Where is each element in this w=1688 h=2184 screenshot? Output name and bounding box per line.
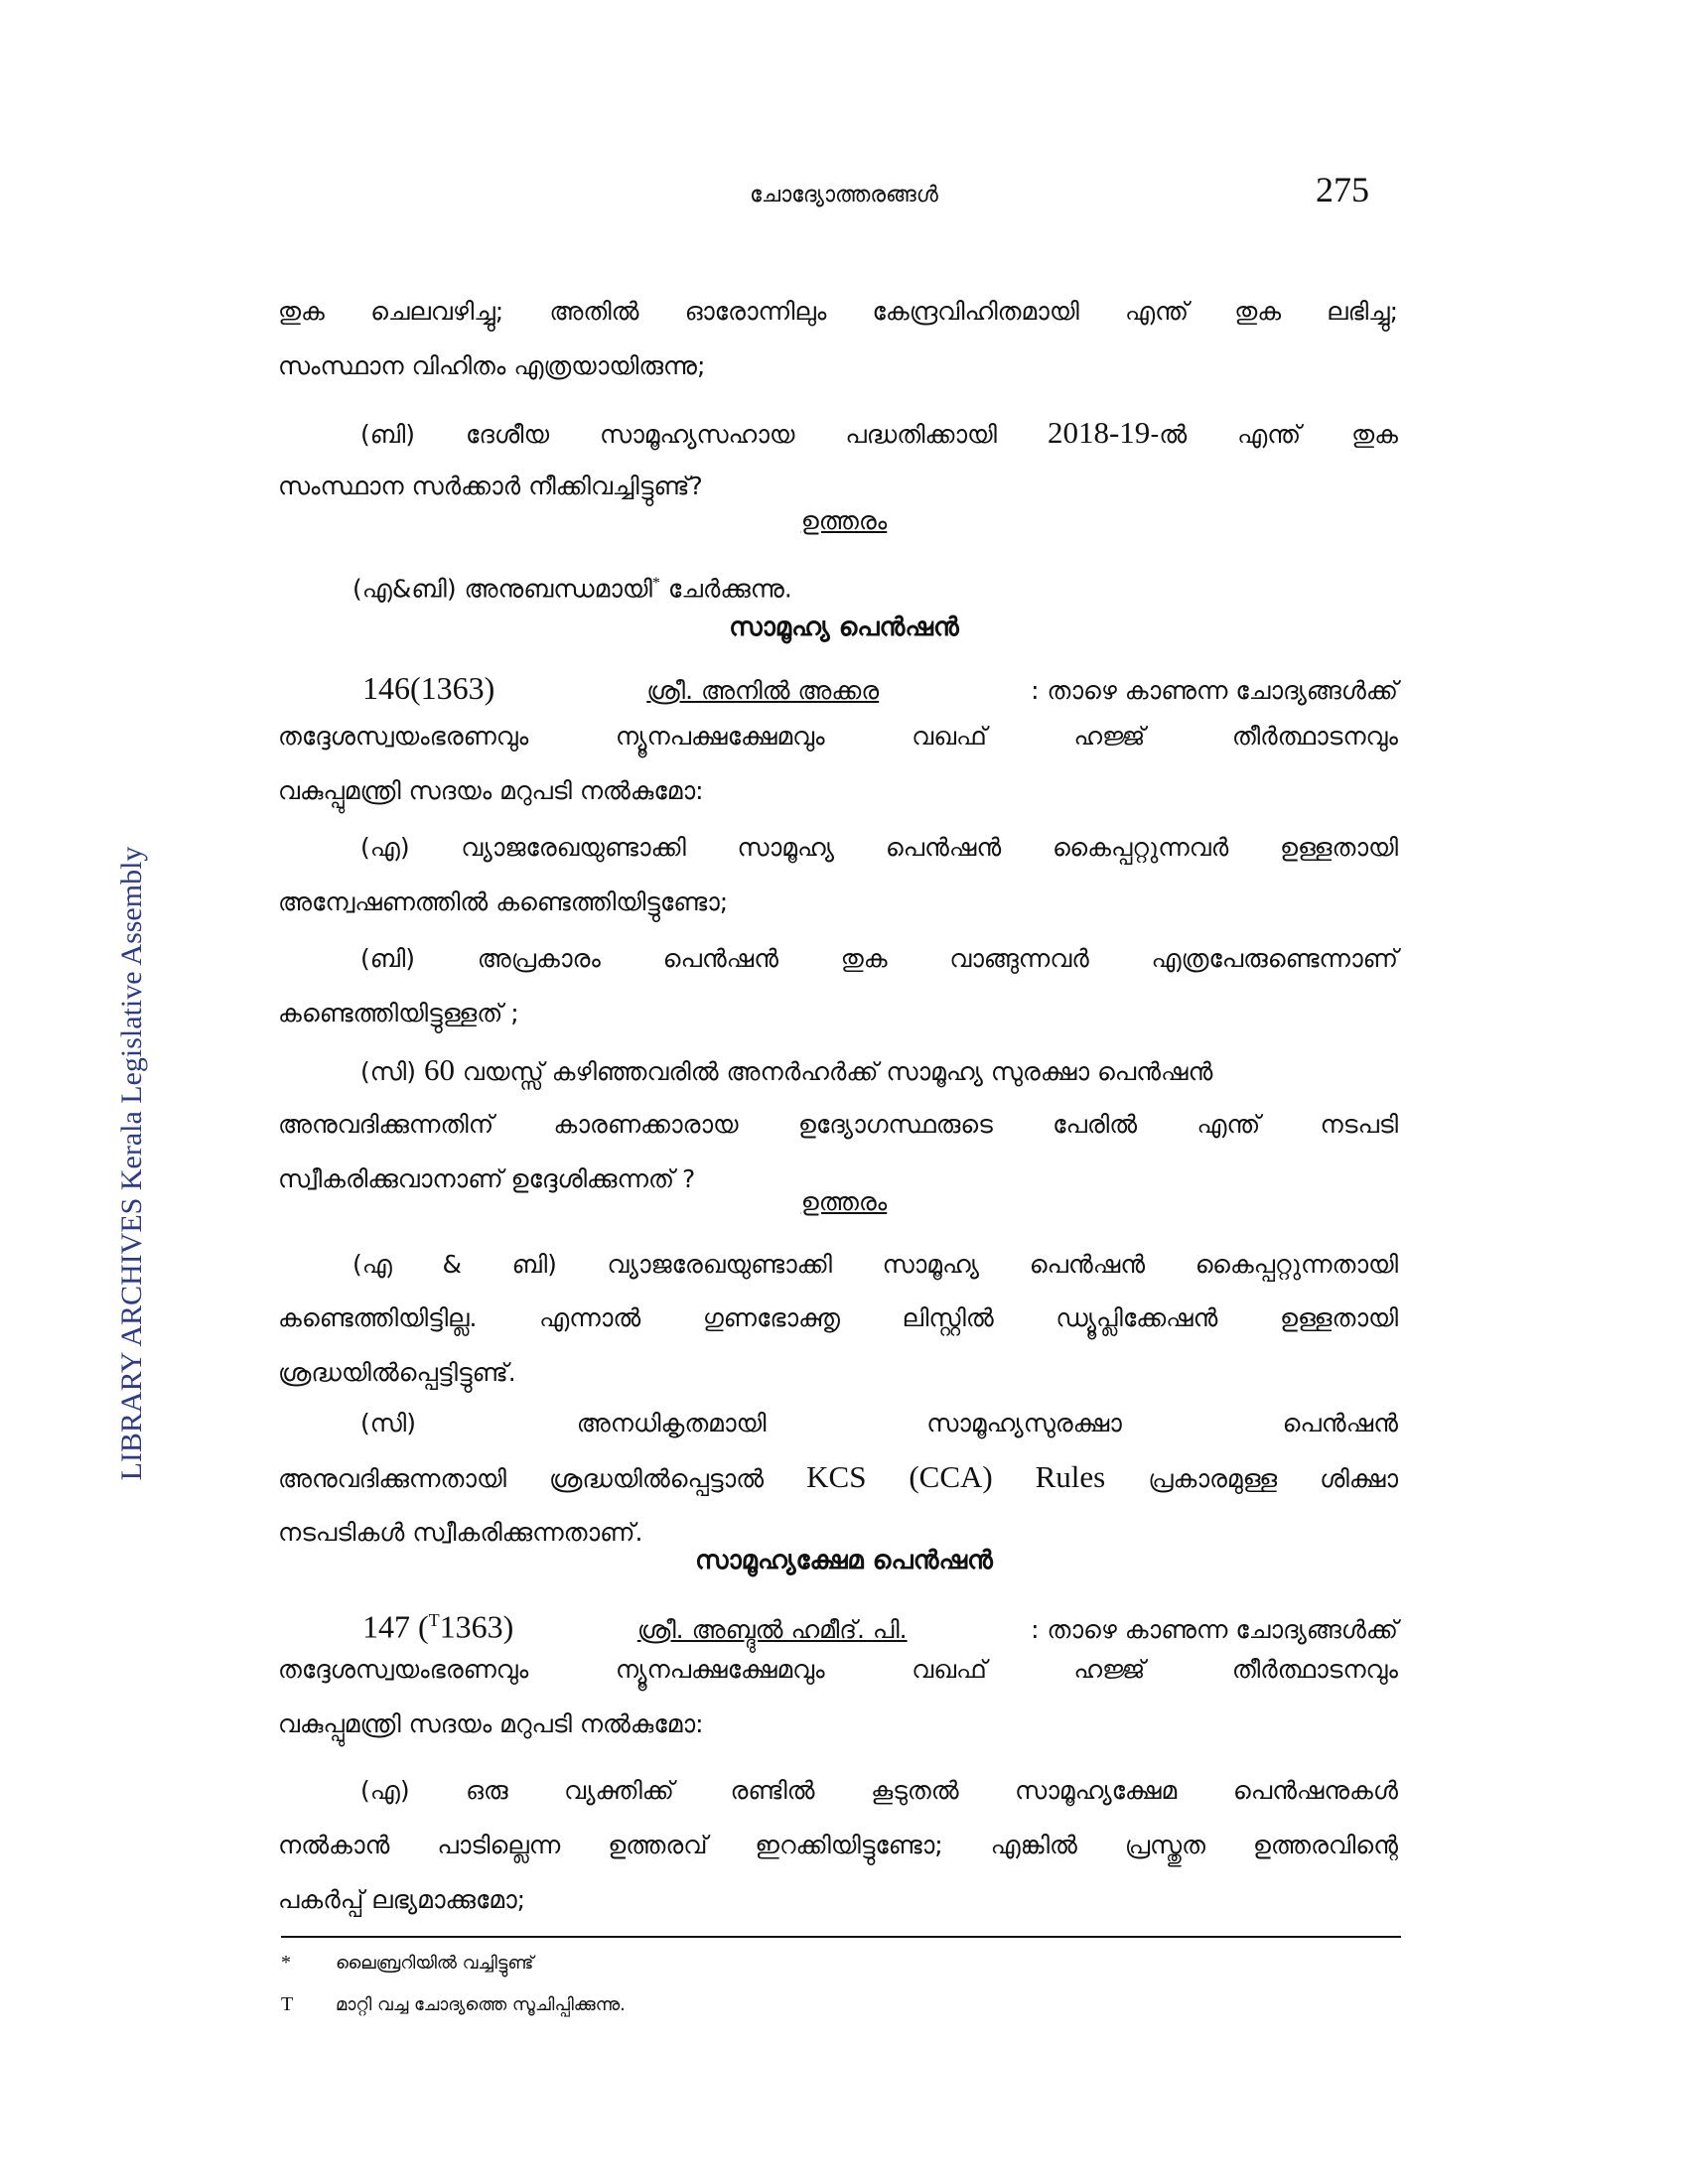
q146-c-label: (സി) [360,1057,416,1086]
answer-2-ab-line-3: ശ്രദ്ധയിൽപ്പെട്ടിട്ടുണ്ട്. [278,1358,516,1387]
q146-c-line-1 [278,1042,1398,1100]
answer-2-c-word-2: അനധികൃതമായി [576,1409,767,1437]
answer-2-c-label: (സി) [360,1409,416,1437]
footnote-rule [281,1936,1401,1938]
q147-a-line-1: (എ) ഒരു വ്യക്തിക്ക് രണ്ടിൽ കൂടുതൽ സാമൂഹ്യക്ഷേമ പെൻഷനുകൾ [360,1776,1398,1805]
page-number: 275 [1316,170,1369,209]
section-heading-social-pension: സാമൂഹ്യ പെൻഷൻ [729,613,959,642]
footnote-2 [281,1993,1401,2016]
q146-intro-rest: : താഴെ കാണുന്ന ചോദ്യങ്ങൾക്ക് [1031,676,1398,705]
q146-c-line-3: സ്വീകരിക്കുവാനാണ് ഉദ്ദേശിക്കുന്നത് ? [278,1164,696,1193]
q147-minister-line-1: തദ്ദേശസ്വയംഭരണവും ന്യൂനപക്ഷക്ഷേമവും വഖഫ് ഹജ്ജ് തീർത്ഥാടനവും [278,1655,1398,1684]
continuation-line-2: സംസ്ഥാന വിഹിതം എത്രയായിരുന്നു; [278,351,706,380]
answer-2-c-rules: KCS (CCA) Rules [806,1459,1106,1494]
q145-b-line-2: സംസ്ഥാന സർക്കാർ നീക്കിവച്ചിട്ടുണ്ട്? [278,472,703,500]
footnote-1 [281,1952,1401,1975]
question-number: 146(1363) [362,670,495,706]
member-name: ശ്രീ. അനിൽ അക്കര [646,676,880,705]
q146-a-line-2: അന്വേഷണത്തിൽ കണ്ടെത്തിയിട്ടുണ്ടോ; [278,887,729,916]
q146-c-line-2: അനുവദിക്കുന്നതിന് കാരണക്കാരായ ഉദ്യോഗസ്ഥരുടെ പേരിൽ എന്ത് നടപടി [278,1110,1398,1139]
q145-b-year: 2018-19 [1047,415,1151,450]
answer-heading: ഉത്തരം [800,506,888,535]
archive-watermark: LIBRARY ARCHIVES Kerala Legislative Assembly [115,846,148,1481]
answer-2-ab-line-1: (എ & ബി) വ്യാജരേഖയുണ്ടാക്കി സാമൂഹ്യ പെൻഷൻ കൈപ്പറ്റുന്നതായി [352,1250,1398,1279]
footnote-1-mark: * [281,1952,291,1974]
answer-heading-2: ഉത്തരം [800,1187,888,1216]
answer-2-ab-line-2: കണ്ടെത്തിയിട്ടില്ല. എന്നാൽ ഗുണഭോക്തൃ ലിസ്റ്റിൽ ഡ്യൂപ്ലിക്കേഷൻ ഉള്ളതായി [278,1303,1398,1332]
q145-b-text-end: -ൽ എന്ത് തുക [1150,420,1399,449]
continuation-line-1: തുക ചെലവഴിച്ചു; അതിൽ ഓരോന്നിലും കേന്ദ്രവിഹിതമായി എന്ത് തുക ലഭിച്ചു; [278,297,1398,326]
q147-a-line-2: നൽകാൻ പാടില്ലെന്ന ഉത്തരവ് ഇറക്കിയിട്ടുണ്ടോ; എങ്കിൽ പ്രസ്തുത ഉത്തരവിന്റെ [278,1831,1398,1859]
q146-c-text: വയസ്സ് കഴിഞ്ഞവരിൽ അനർഹർക്ക് സാമൂഹ്യ സുരക്ഷാ പെൻഷൻ [454,1057,1213,1086]
footnote-star-ref: * [651,575,660,592]
answer-2-c-word-4: പെൻഷൻ [1282,1409,1398,1437]
answer-2-c-word-3: സാമൂഹ്യസുരക്ഷാ [926,1409,1122,1437]
answer-1-text [278,556,1398,616]
answer-2-c-line-2 [278,1449,1398,1507]
footnote-1-text: ലൈബ്രറിയിൽ വച്ചിട്ടുണ്ട് [336,1953,534,1974]
q147-number-rest: 1363) [439,1608,514,1645]
q147-intro-rest: : താഴെ കാണുന്ന ചോദ്യങ്ങൾക്ക് [1031,1614,1398,1644]
section-heading-welfare-pension: സാമൂഹ്യക്ഷേമ പെൻഷൻ [695,1546,993,1575]
q147-number: 147 ( [362,1608,429,1645]
footnote-2-text: മാറ്റി വച്ച ചോദ്യത്തെ സൂചിപ്പിക്കുന്നു. [336,1994,626,2015]
running-header-title: ചോദ്യോത്തരങ്ങൾ [750,183,938,207]
q146-a-line-1: (എ) വ്യാജരേഖയുണ്ടാക്കി സാമൂഹ്യ പെൻഷൻ കൈപ്പറ്റുന്നവർ ഉള്ളതായി [360,833,1398,862]
answer-2-c-text-end: പ്രകാരമുള്ള ശിക്ഷാ [1105,1464,1398,1493]
answer-2-c-text: അനുവദിക്കുന്നതായി ശ്രദ്ധയിൽപ്പെട്ടാൽ [278,1464,807,1493]
q147-a-line-3: പകർപ്പ് ലഭ്യമാക്കുമോ; [278,1885,526,1914]
answer-2-c-line-1 [278,1396,1398,1451]
q145-b-line-1 [278,405,1398,463]
answer-1-rest: ചേർക്കുന്നു. [659,574,792,604]
q146-minister-line-1: തദ്ദേശസ്വയംഭരണവും ന്യൂനപക്ഷക്ഷേമവും വഖഫ് ഹജ്ജ് തീർത്ഥാടനവും [278,722,1398,751]
footnote-2-mark: T [281,1993,294,2015]
q145-b-text: (ബി) ദേശീയ സാമൂഹ്യസഹായ പദ്ധതിക്കായി [360,420,997,449]
answer-1-label: (എ&ബി) അനുബന്ധമായി [352,574,652,604]
q146-b-line-2: കണ്ടെത്തിയിട്ടുള്ളത് ; [278,999,519,1027]
q146-c-age: 60 [423,1052,455,1087]
footnote-t-ref: T [428,1610,440,1630]
q146-minister-line-2: വകുപ്പുമന്ത്രി സദയം മറുപടി നൽകുമോ: [278,776,704,805]
answer-2-c-line-3: നടപടികൾ സ്വീകരിക്കുന്നതാണ്. [278,1518,643,1547]
q146-b-line-1: (ബി) അപ്രകാരം പെൻഷൻ തുക വാങ്ങുന്നവർ എത്രപേരുണ്ടെന്നാണ് [360,944,1398,973]
member-name-2: ശ്രീ. അബ്ദുൽ ഹമീദ്. പി. [636,1614,908,1644]
q147-minister-line-2: വകുപ്പുമന്ത്രി സദയം മറുപടി നൽകുമോ: [278,1709,704,1738]
